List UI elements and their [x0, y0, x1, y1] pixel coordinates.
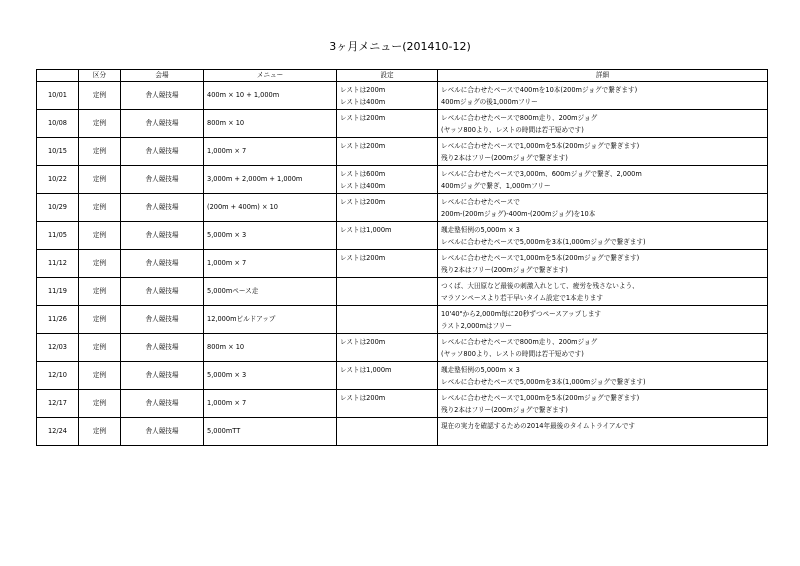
detail-cell: [438, 166, 768, 194]
setting-line: [340, 432, 434, 444]
detail-line: レベルに合わせたペースで: [441, 197, 520, 206]
venue-cell: 舎人競技場: [121, 278, 204, 306]
setting-line: [340, 404, 434, 416]
setting-cell: [337, 194, 438, 222]
setting-line: レストは200m: [340, 197, 386, 206]
detail-line: レベルに合わせたペースで3,000m、600mジョグで繋ぎ、2,000m: [441, 169, 642, 178]
table-row: [37, 306, 768, 334]
date-cell: 10/15: [37, 138, 79, 166]
setting-line: レストは200m: [340, 85, 386, 94]
menu-cell: 3,000m + 2,000m + 1,000m: [204, 166, 337, 194]
setting-line: レストは200m: [340, 113, 386, 122]
menu-cell: 1,000m × 7: [204, 250, 337, 278]
setting-line: [340, 280, 434, 292]
type-cell: 定例: [79, 194, 121, 222]
table-row: [37, 390, 768, 418]
header-date: [37, 70, 79, 82]
setting-cell: [337, 138, 438, 166]
page-title: 3ヶ月メニュー(201410-12): [329, 40, 471, 53]
setting-line: レストは200m: [340, 141, 386, 150]
header-detail: 詳細: [438, 70, 768, 82]
detail-line: 現在の実力を確認するための2014年最後のタイムトライアルです: [441, 421, 636, 430]
detail-line: レベルに合わせたペースで5,000mを3本(1,000mジョグで繋ぎます): [441, 237, 646, 246]
setting-line: レストは1,000m: [340, 365, 392, 374]
venue-cell: 舎人競技場: [121, 138, 204, 166]
table-row: [37, 166, 768, 194]
menu-cell: 800m × 10: [204, 334, 337, 362]
date-cell: 11/19: [37, 278, 79, 306]
detail-cell: [438, 82, 768, 110]
detail-cell: [438, 250, 768, 278]
header-menu: メニュー: [204, 70, 337, 82]
type-cell: 定例: [79, 278, 121, 306]
detail-cell: [438, 390, 768, 418]
detail-line: レベルに合わせたペースで5,000mを3本(1,000mジョグで繋ぎます): [441, 377, 646, 386]
detail-line: (ヤッソ800より、レストの時間は若干短めです): [441, 349, 584, 358]
table-row: [37, 334, 768, 362]
setting-line: レストは200m: [340, 337, 386, 346]
setting-line: [340, 152, 434, 164]
setting-cell: [337, 278, 438, 306]
menu-cell: 5,000m × 3: [204, 362, 337, 390]
type-cell: 定例: [79, 390, 121, 418]
setting-cell: [337, 306, 438, 334]
date-cell: 10/01: [37, 82, 79, 110]
detail-line: ラスト2,000mはフリー: [441, 321, 512, 330]
menu-cell: 12,000mビルドアップ: [204, 306, 337, 334]
menu-cell: 800m × 10: [204, 110, 337, 138]
detail-cell: [438, 278, 768, 306]
detail-line: つくば、大田原など最後の刺激入れとして、疲労を残さないよう、: [441, 281, 639, 290]
type-cell: 定例: [79, 334, 121, 362]
type-cell: 定例: [79, 306, 121, 334]
setting-line: レストは1,000m: [340, 225, 392, 234]
table-row: [37, 110, 768, 138]
date-cell: 11/12: [37, 250, 79, 278]
type-cell: 定例: [79, 82, 121, 110]
detail-cell: [438, 194, 768, 222]
setting-line: レストは200m: [340, 393, 386, 402]
venue-cell: 舎人競技場: [121, 110, 204, 138]
setting-cell: [337, 82, 438, 110]
table-row: [37, 82, 768, 110]
setting-line: [340, 348, 434, 360]
menu-cell: 1,000m × 7: [204, 390, 337, 418]
type-cell: 定例: [79, 418, 121, 446]
setting-line: レストは200m: [340, 253, 386, 262]
menu-cell: (200m + 400m) × 10: [204, 194, 337, 222]
setting-line: [340, 208, 434, 220]
venue-cell: 舎人競技場: [121, 250, 204, 278]
setting-line: [340, 376, 434, 388]
header-type: 区分: [79, 70, 121, 82]
detail-cell: [438, 222, 768, 250]
setting-line: [340, 264, 434, 276]
detail-line: レベルに合わせたペースで800m走り、200mジョグ: [441, 113, 598, 122]
detail-line: 10'40"から2,000m毎に20秒ずつペースアップします: [441, 309, 602, 318]
menu-cell: 5,000mTT: [204, 418, 337, 446]
menu-cell: 1,000m × 7: [204, 138, 337, 166]
venue-cell: 舎人競技場: [121, 418, 204, 446]
detail-line: 400mジョグの後1,000mフリー: [441, 97, 538, 106]
setting-cell: [337, 362, 438, 390]
setting-line: レストは400m: [340, 97, 386, 106]
table-row: [37, 418, 768, 446]
detail-line: 残り2本はフリー(200mジョグで繋ぎます): [441, 265, 568, 274]
setting-cell: [337, 250, 438, 278]
detail-cell: [438, 334, 768, 362]
table-row: [37, 250, 768, 278]
detail-line: 残り2本はフリー(200mジョグで繋ぎます): [441, 153, 568, 162]
venue-cell: 舎人競技場: [121, 166, 204, 194]
date-cell: 12/03: [37, 334, 79, 362]
setting-cell: [337, 110, 438, 138]
setting-line: [340, 308, 434, 320]
table-row: [37, 138, 768, 166]
setting-cell: [337, 390, 438, 418]
detail-line: マラソンペースより若干早いタイム設定で1本走ります: [441, 293, 603, 302]
type-cell: 定例: [79, 166, 121, 194]
venue-cell: 舎人競技場: [121, 306, 204, 334]
detail-cell: [438, 138, 768, 166]
detail-line: [441, 432, 764, 444]
setting-cell: [337, 222, 438, 250]
type-cell: 定例: [79, 110, 121, 138]
detail-line: (ヤッソ800より、レストの時間は若干短めです): [441, 125, 584, 134]
table-row: [37, 362, 768, 390]
detail-line: レベルに合わせたペースで1,000mを5本(200mジョグで繋ぎます): [441, 253, 640, 262]
menu-cell: 5,000m × 3: [204, 222, 337, 250]
date-cell: 10/08: [37, 110, 79, 138]
detail-line: レベルに合わせたペースで1,000mを5本(200mジョグで繋ぎます): [441, 393, 640, 402]
type-cell: 定例: [79, 138, 121, 166]
venue-cell: 舎人競技場: [121, 82, 204, 110]
date-cell: 11/26: [37, 306, 79, 334]
date-cell: 12/24: [37, 418, 79, 446]
venue-cell: 舎人競技場: [121, 334, 204, 362]
detail-line: レベルに合わせたペースで800m走り、200mジョグ: [441, 337, 598, 346]
detail-line: 残り2本はフリー(200mジョグで繋ぎます): [441, 405, 568, 414]
date-cell: 12/10: [37, 362, 79, 390]
venue-cell: 舎人競技場: [121, 222, 204, 250]
setting-line: レストは400m: [340, 181, 386, 190]
date-cell: 10/29: [37, 194, 79, 222]
date-cell: 11/05: [37, 222, 79, 250]
setting-line: [340, 124, 434, 136]
type-cell: 定例: [79, 362, 121, 390]
detail-cell: [438, 362, 768, 390]
training-menu-table: [36, 69, 768, 446]
venue-cell: 舎人競技場: [121, 194, 204, 222]
setting-line: [340, 236, 434, 248]
setting-cell: [337, 166, 438, 194]
detail-line: 400mジョグで繋ぎ、1,000mフリー: [441, 181, 551, 190]
setting-line: [340, 320, 434, 332]
setting-line: レストは600m: [340, 169, 386, 178]
table-row: [37, 222, 768, 250]
setting-cell: [337, 334, 438, 362]
date-cell: 12/17: [37, 390, 79, 418]
setting-line: [340, 420, 434, 432]
detail-line: 颯走塾恒例の5,000m × 3: [441, 365, 520, 374]
detail-line: 颯走塾恒例の5,000m × 3: [441, 225, 520, 234]
header-setting: 設定: [337, 70, 438, 82]
detail-cell: [438, 306, 768, 334]
date-cell: 10/22: [37, 166, 79, 194]
table-row: [37, 278, 768, 306]
setting-line: [340, 292, 434, 304]
type-cell: 定例: [79, 222, 121, 250]
detail-line: レベルに合わせたペースで1,000mを5本(200mジョグで繋ぎます): [441, 141, 640, 150]
menu-cell: 5,000mペース走: [204, 278, 337, 306]
menu-cell: 400m × 10 + 1,000m: [204, 82, 337, 110]
table-row: [37, 194, 768, 222]
setting-cell: [337, 418, 438, 446]
header-venue: 会場: [121, 70, 204, 82]
detail-line: 200m-(200mジョグ)-400m-(200mジョグ)を10本: [441, 209, 596, 218]
detail-cell: [438, 418, 768, 446]
type-cell: 定例: [79, 250, 121, 278]
venue-cell: 舎人競技場: [121, 362, 204, 390]
detail-line: レベルに合わせたペースで400mを10本(200mジョグで繋ぎます): [441, 85, 638, 94]
table-header-row: [37, 70, 768, 82]
detail-cell: [438, 110, 768, 138]
venue-cell: 舎人競技場: [121, 390, 204, 418]
